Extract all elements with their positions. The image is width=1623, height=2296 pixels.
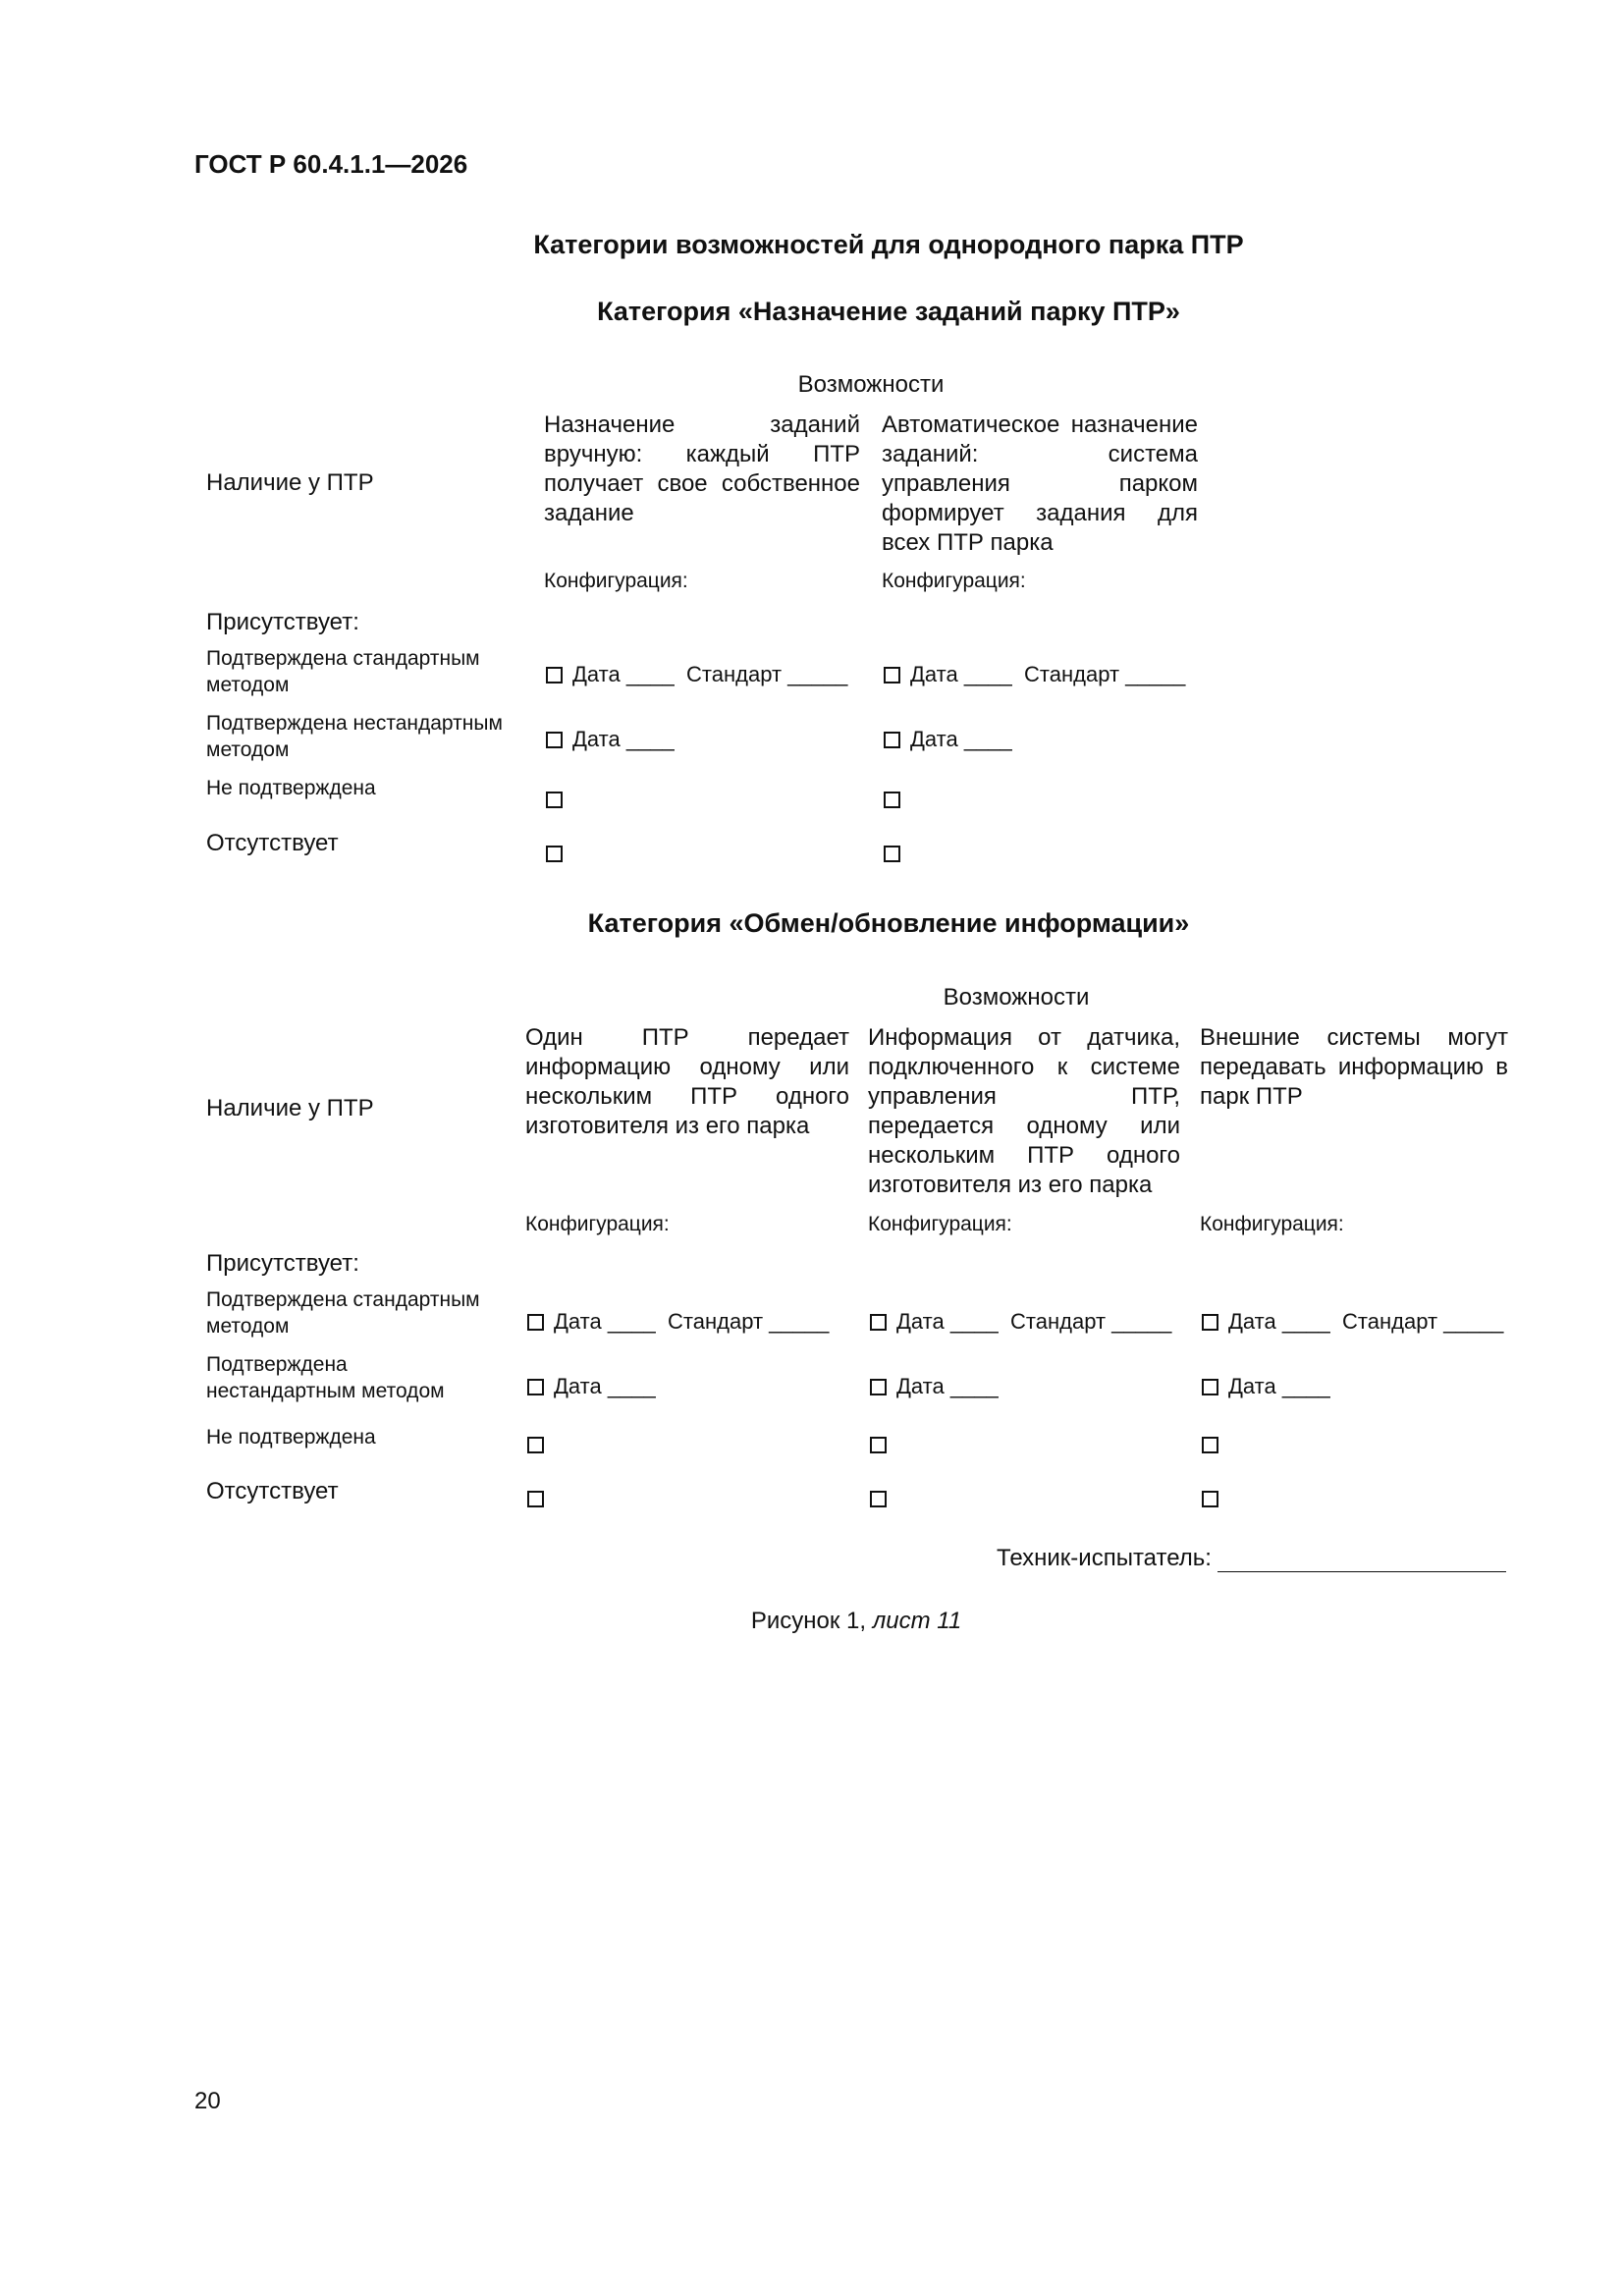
section1-capabilities-label: Возможности <box>797 371 945 398</box>
checkbox[interactable] <box>527 1314 544 1331</box>
section2-col2-config-label: Конфигурация: <box>868 1213 1012 1235</box>
standard-field[interactable]: Стандарт _____ <box>1010 1309 1172 1334</box>
section2-col1-absent-entry <box>527 1491 554 1507</box>
section1-col2-not-confirmed-entry <box>884 792 910 808</box>
section2-title: Категория «Обмен/обновление информации» <box>587 908 1190 938</box>
section1-col2-absent-entry <box>884 846 910 862</box>
section1-row-not-confirmed: Не подтверждена <box>206 777 376 799</box>
section2-col3-not-confirmed-entry <box>1202 1437 1228 1453</box>
caption-main: Рисунок 1, <box>750 1608 873 1634</box>
section2-col2-nonstandard-entry <box>870 1374 999 1399</box>
section2-col2-absent-entry <box>870 1491 896 1507</box>
checkbox[interactable] <box>546 846 563 862</box>
section2-col2-description: Информация от датчика, подключенного к системе управления ПТР, передается одному или нескольким ПТР одного изготовителя из его парка <box>868 1024 1180 1198</box>
section1-availability-label: Наличие у ПТР <box>206 469 374 496</box>
section2-col3-nonstandard-entry <box>1202 1374 1330 1399</box>
signature-block <box>997 1545 1506 1572</box>
checkbox[interactable] <box>1202 1379 1218 1395</box>
standard-field[interactable]: Стандарт _____ <box>1342 1309 1504 1334</box>
section1-col1-not-confirmed-entry <box>546 792 572 808</box>
section1-col1-absent-entry <box>546 846 572 862</box>
section1-row-confirmed-nonstandard: Подтверждена нестандартным методом <box>206 712 503 761</box>
section2-col3-description: Внешние системы могут передавать информацию в парк ПТР <box>1200 1024 1508 1110</box>
section2-availability-label: Наличие у ПТР <box>206 1095 374 1121</box>
section1-col1-nonstandard-entry <box>546 727 675 752</box>
section1-title: Категория «Назначение заданий парку ПТР» <box>597 297 1180 326</box>
section1-row-confirmed-standard: Подтверждена стандартным методом <box>206 647 480 696</box>
checkbox[interactable] <box>884 792 900 808</box>
date-field[interactable]: Дата ____ <box>896 1309 999 1334</box>
section2-col1-not-confirmed-entry <box>527 1437 554 1453</box>
date-field[interactable]: Дата ____ <box>1228 1309 1330 1334</box>
main-title: Категории возможностей для однородного парка ПТР <box>533 230 1244 259</box>
section2-col2-not-confirmed-entry <box>870 1437 896 1453</box>
checkbox[interactable] <box>1202 1314 1218 1331</box>
section2-row-not-confirmed: Не подтверждена <box>206 1426 376 1449</box>
section1-col1-description: Назначение заданий вручную: каждый ПТР получает свое собственное задание <box>544 411 860 526</box>
checkbox[interactable] <box>870 1314 887 1331</box>
section1-col1-standard-entry <box>546 662 847 687</box>
section2-row-confirmed-standard: Подтверждена стандартным методом <box>206 1288 480 1338</box>
checkbox[interactable] <box>870 1437 887 1453</box>
standard-field[interactable]: Стандарт _____ <box>1024 662 1186 686</box>
date-field[interactable]: Дата ____ <box>910 662 1012 686</box>
section1-row-absent: Отсутствует <box>206 830 339 856</box>
date-field[interactable]: Дата ____ <box>554 1309 656 1334</box>
section1-col1-config-label: Конфигурация: <box>544 570 688 592</box>
section2-capabilities-label: Возможности <box>943 984 1090 1011</box>
date-field[interactable]: Дата ____ <box>572 662 675 686</box>
signature-line[interactable] <box>1217 1550 1506 1572</box>
signature-label: Техник-испытатель: <box>997 1545 1212 1571</box>
standard-field[interactable]: Стандарт _____ <box>668 1309 830 1334</box>
date-field[interactable]: Дата ____ <box>1228 1374 1330 1398</box>
section2-col1-standard-entry <box>527 1309 829 1335</box>
section2-row-confirmed-nonstandard: Подтверждена нестандартным методом <box>206 1353 445 1402</box>
section2-present-label: Присутствует: <box>206 1250 359 1277</box>
checkbox[interactable] <box>884 732 900 748</box>
page-number: 20 <box>194 2088 221 2114</box>
checkbox[interactable] <box>527 1379 544 1395</box>
checkbox[interactable] <box>884 667 900 683</box>
checkbox[interactable] <box>546 792 563 808</box>
document-header: ГОСТ Р 60.4.1.1—2026 <box>194 149 468 179</box>
section2-col3-standard-entry <box>1202 1309 1503 1335</box>
date-field[interactable]: Дата ____ <box>910 727 1012 751</box>
section2-col3-config-label: Конфигурация: <box>1200 1213 1344 1235</box>
checkbox[interactable] <box>527 1491 544 1507</box>
date-field[interactable]: Дата ____ <box>896 1374 999 1398</box>
checkbox[interactable] <box>1202 1437 1218 1453</box>
checkbox[interactable] <box>527 1437 544 1453</box>
checkbox[interactable] <box>884 846 900 862</box>
section2-col1-nonstandard-entry <box>527 1374 656 1399</box>
date-field[interactable]: Дата ____ <box>572 727 675 751</box>
caption-sheet: лист 11 <box>872 1608 962 1634</box>
figure-caption <box>0 1608 1623 1635</box>
section2-col1-description: Один ПТР передает информацию одному или нескольким ПТР одного изготовителя из его парка <box>525 1024 849 1139</box>
checkbox[interactable] <box>870 1379 887 1395</box>
checkbox[interactable] <box>546 667 563 683</box>
section1-col2-config-label: Конфигурация: <box>882 570 1026 592</box>
section2-col2-standard-entry <box>870 1309 1171 1335</box>
checkbox[interactable] <box>870 1491 887 1507</box>
section1-present-label: Присутствует: <box>206 609 359 635</box>
section1-col2-description: Автоматическое назначение заданий: система управления парком формирует задания для всех ПТР парка <box>882 411 1198 556</box>
section2-row-absent: Отсутствует <box>206 1478 339 1504</box>
date-field[interactable]: Дата ____ <box>554 1374 656 1398</box>
checkbox[interactable] <box>1202 1491 1218 1507</box>
section2-col1-config-label: Конфигурация: <box>525 1213 670 1235</box>
section1-col2-nonstandard-entry <box>884 727 1012 752</box>
checkbox[interactable] <box>546 732 563 748</box>
section1-col2-standard-entry <box>884 662 1185 687</box>
section2-col3-absent-entry <box>1202 1491 1228 1507</box>
standard-field[interactable]: Стандарт _____ <box>686 662 848 686</box>
